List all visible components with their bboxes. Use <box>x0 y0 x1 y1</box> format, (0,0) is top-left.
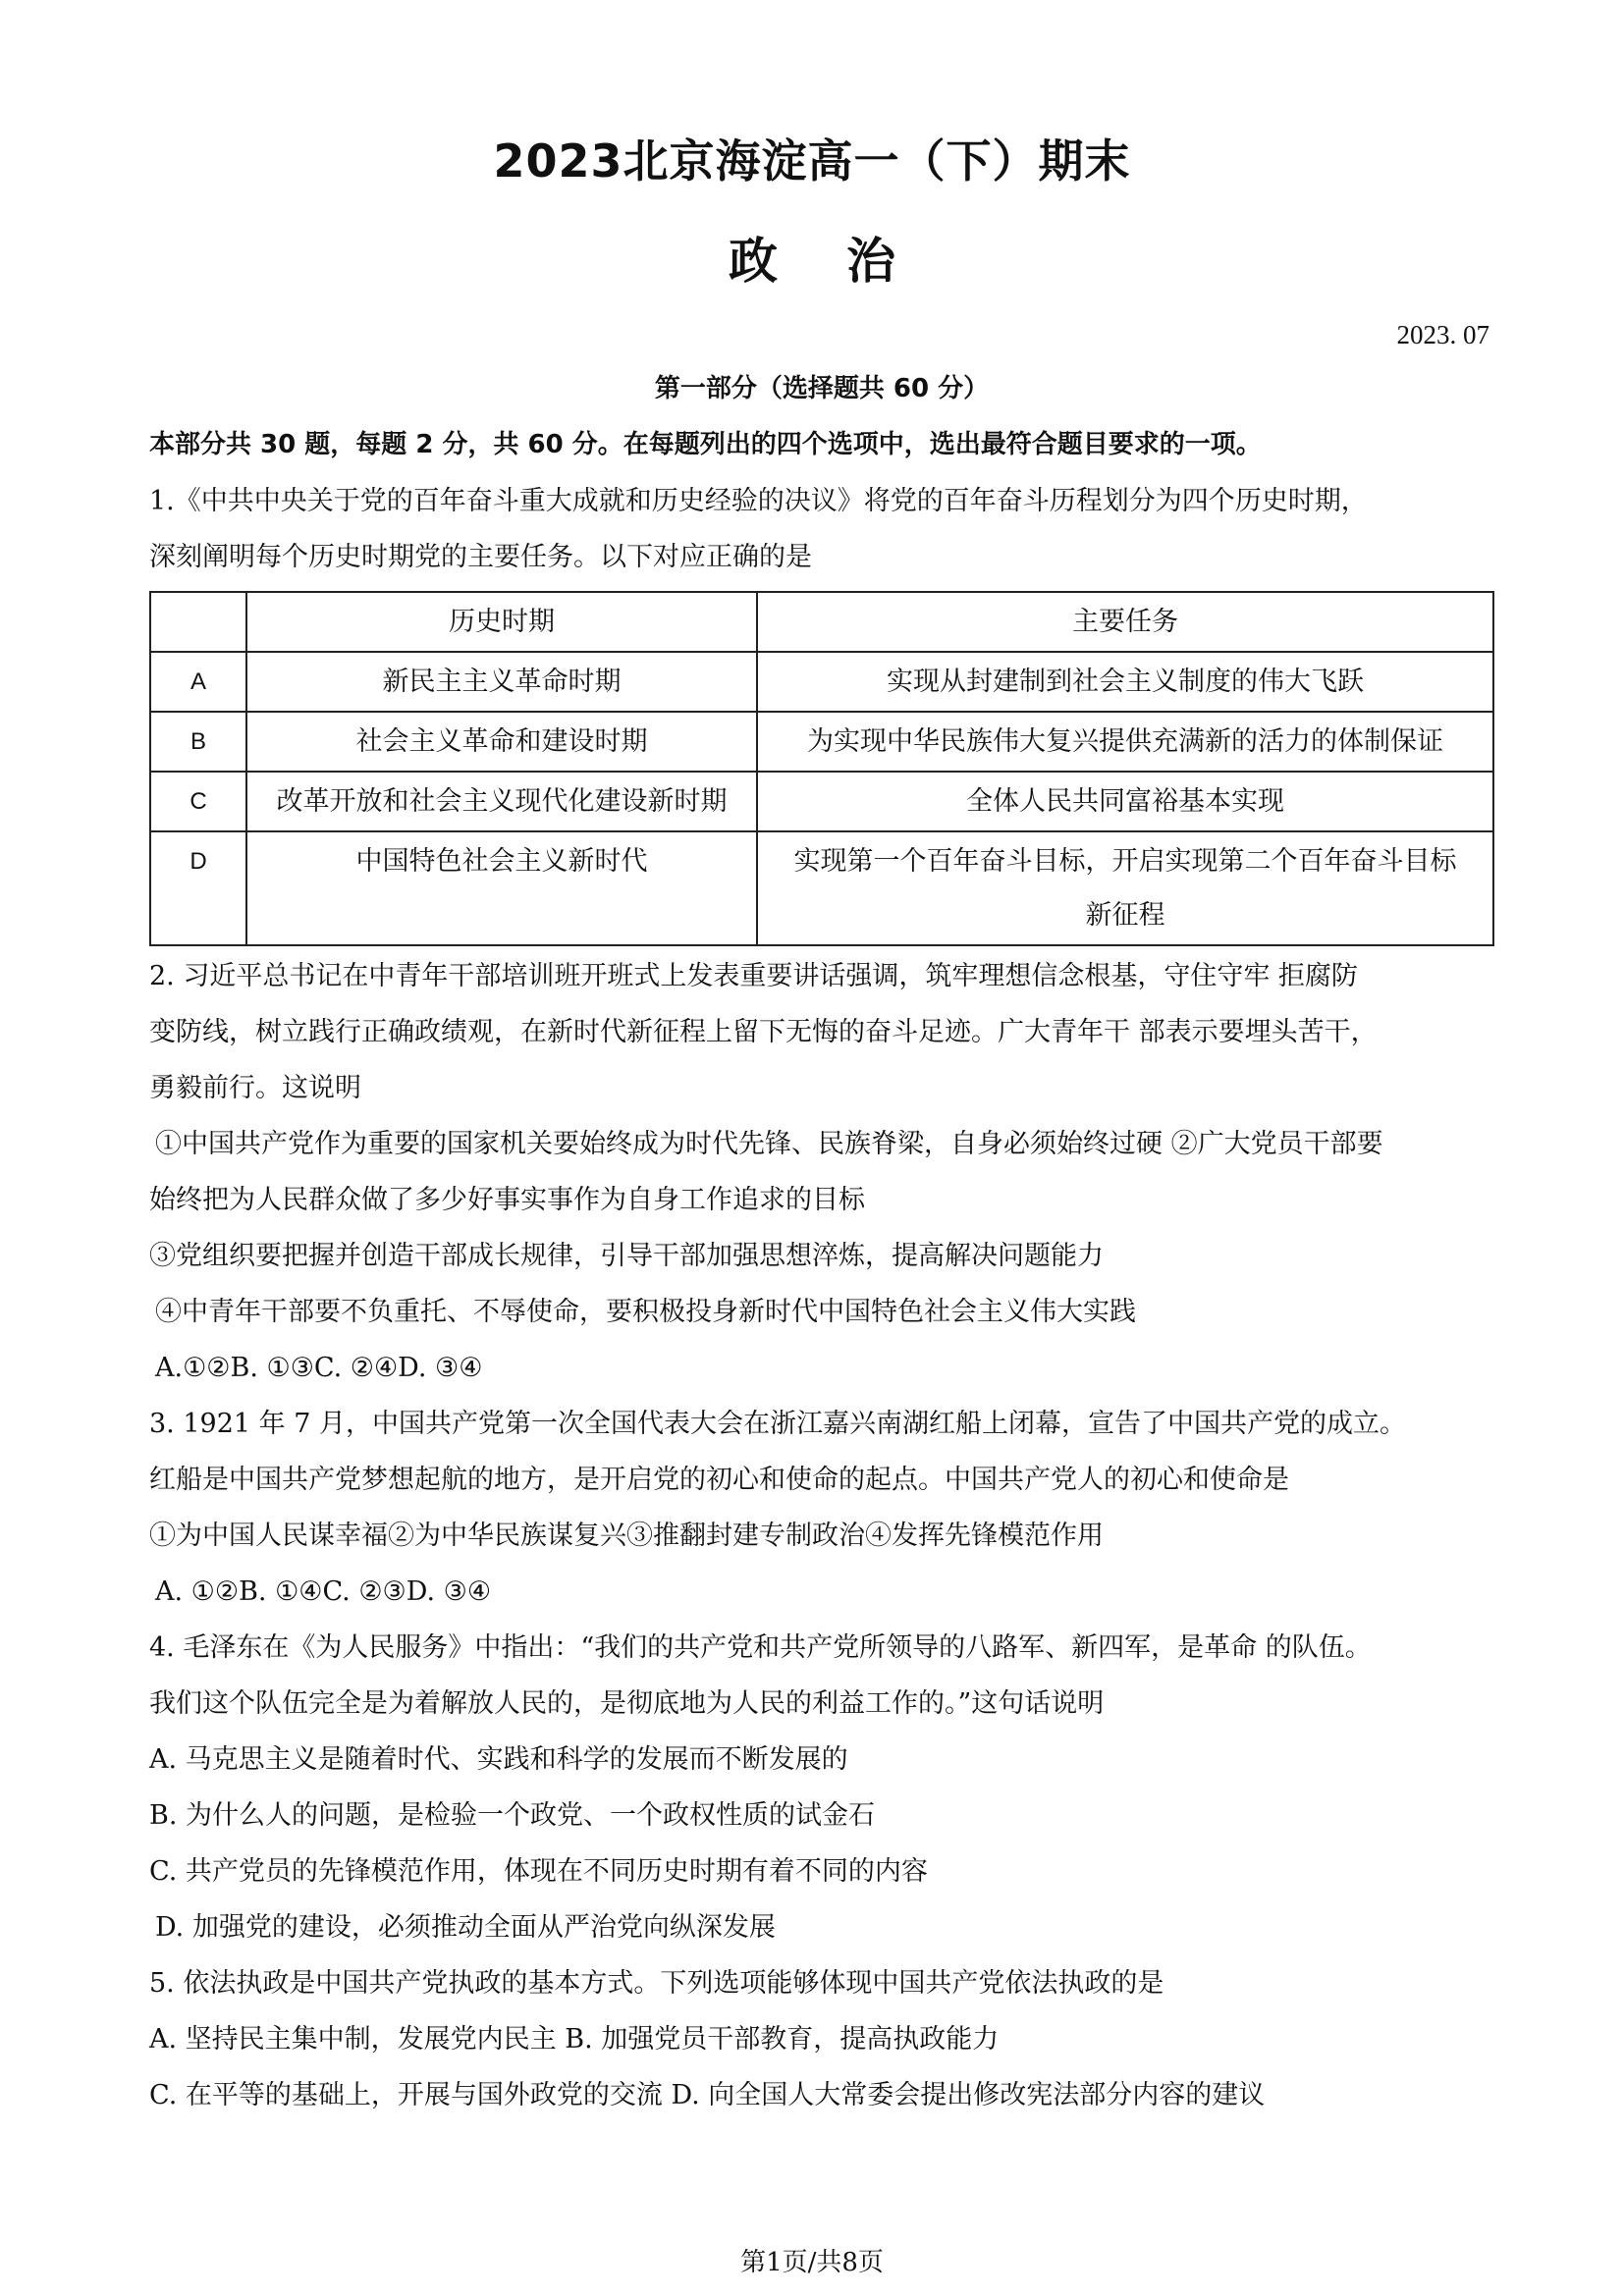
question-2-statement: 始终把为人民群众做了多少好事实事作为自身工作追求的目标 <box>149 1185 865 1215</box>
table-cell-task: 全体人民共同富裕基本实现 <box>757 772 1493 831</box>
question-2-line: 变防线，树立践行正确政绩观，在新时代新征程上留下无悔的奋斗足迹。广大青年干 部表示要埋头苦干， <box>149 1017 1378 1047</box>
question-1 <box>149 473 1494 946</box>
table-cell-letter: B <box>150 712 246 772</box>
question-4-line: 4. 毛泽东在《为人民服务》中指出：“我们的共产党和共产党所领导的八路军、新四军，是革命 的队伍。 <box>149 1632 1372 1663</box>
table-cell-letter: A <box>150 652 246 712</box>
question-5-option: A. 坚持民主集中制，发展党内民主 B. 加强党员干部教育，提高执政能力 <box>149 2024 1000 2055</box>
table-cell-task <box>757 831 1493 945</box>
question-1-line: 深刻阐明每个历史时期党的主要任务。以下对应正确的是 <box>149 542 812 572</box>
exam-date: 2023. 07 <box>1396 320 1489 349</box>
question-3-options: A. ①②B. ①④C. ②③D. ③④ <box>155 1576 492 1607</box>
question-5-line: 5. 依法执政是中国共产党执政的基本方式。下列选项能够体现中国共产党依法执政的是 <box>149 1968 1164 1999</box>
question-4-line: 我们这个队伍完全是为着解放人民的，是彻底地为人民的利益工作的。”这句话说明 <box>149 1688 1105 1719</box>
section-title: 第一部分（选择题共 60 分） <box>654 374 990 403</box>
section-instruction: 本部分共 30 题，每题 2 分，共 60 分。在每题列出的四个选项中，选出最符合题目要求的一项。 <box>149 430 1262 459</box>
question-5 <box>149 1955 1494 2123</box>
exam-title: 2023北京海淀高一（下）期末 <box>493 134 1131 187</box>
table-cell-task: 为实现中华民族伟大复兴提供充满新的活力的体制保证 <box>757 712 1493 772</box>
table-cell-task-line: 新征程 <box>1085 900 1165 931</box>
question-2-line: 2. 习近平总书记在中青年干部培训班开班式上发表重要讲话强调，筑牢理想信念根基，守住守牢 拒腐防 <box>149 961 1358 991</box>
table-cell-task: 实现从封建制到社会主义制度的伟大飞跃 <box>757 652 1493 712</box>
question-4-option: A. 马克思主义是随着时代、实践和科学的发展而不断发展的 <box>149 1744 848 1775</box>
table-header-cell: 历史时期 <box>246 592 757 652</box>
question-4-option: C. 共产党员的先锋模范作用，体现在不同历史时期有着不同的内容 <box>149 1856 928 1887</box>
question-2-statement: ③党组织要把握并创造干部成长规律，引导干部加强思想淬炼，提高解决问题能力 <box>149 1241 1104 1271</box>
question-3-line: 红船是中国共产党梦想起航的地方，是开启党的初心和使命的起点。中国共产党人的初心和使命是 <box>149 1465 1289 1495</box>
question-3-line: 3. 1921 年 7 月，中国共产党第一次全国代表大会在浙江嘉兴南湖红船上闭幕，宣告了中国共产党的成立。 <box>149 1409 1406 1439</box>
question-3 <box>149 1396 1494 1620</box>
table-header-cell <box>150 592 246 652</box>
question-4-option: B. 为什么人的问题，是检验一个政党、一个政权性质的试金石 <box>149 1800 876 1831</box>
table-row <box>150 831 1493 945</box>
table-row <box>150 772 1493 831</box>
table-row <box>150 712 1493 772</box>
question-2 <box>149 948 1494 1396</box>
question-5-option: C. 在平等的基础上，开展与国外政党的交流 D. 向全国人大常委会提出修改宪法部分内容的建议 <box>149 2080 1266 2110</box>
table-cell-task-line: 实现第一个百年奋斗目标，开启实现第二个百年奋斗目标 <box>793 846 1457 877</box>
table-cell-letter: D <box>150 831 246 945</box>
question-4-option: D. 加强党的建设，必须推动全面从严治党向纵深发展 <box>155 1912 776 1943</box>
question-2-options: A.①②B. ①③C. ②④D. ③④ <box>155 1353 483 1383</box>
table-cell-letter: C <box>150 772 246 831</box>
table-cell-period: 新民主主义革命时期 <box>246 652 757 712</box>
subject-title: 政治 <box>729 233 964 290</box>
question-3-statement: ①为中国人民谋幸福②为中华民族谋复兴③推翻封建专制政治④发挥先锋模范作用 <box>149 1521 1104 1551</box>
table-cell-period: 社会主义革命和建设时期 <box>246 712 757 772</box>
table-header-row <box>150 592 1493 652</box>
question-4 <box>149 1620 1494 1955</box>
table-cell-period: 改革开放和社会主义现代化建设新时期 <box>246 772 757 831</box>
page-number: 第1页/共8页 <box>740 2248 884 2277</box>
question-2-statement: ④中青年干部要不负重托、不辱使命，要积极投身新时代中国特色社会主义伟大实践 <box>155 1297 1136 1327</box>
question-2-statement: ①中国共产党作为重要的国家机关要始终成为时代先锋、民族脊梁，自身必须始终过硬 ②广大党员干部要 <box>155 1129 1383 1159</box>
table-cell-period: 中国特色社会主义新时代 <box>246 831 757 945</box>
period-task-table <box>149 591 1494 946</box>
table-row <box>150 652 1493 712</box>
table-header-cell: 主要任务 <box>757 592 1493 652</box>
question-2-line: 勇毅前行。这说明 <box>149 1073 361 1103</box>
question-1-line: 1.《中共中央关于党的百年奋斗重大成就和历史经验的决议》将党的百年奋斗历程划分为四个历史时期， <box>149 486 1368 516</box>
content <box>149 361 1494 2123</box>
